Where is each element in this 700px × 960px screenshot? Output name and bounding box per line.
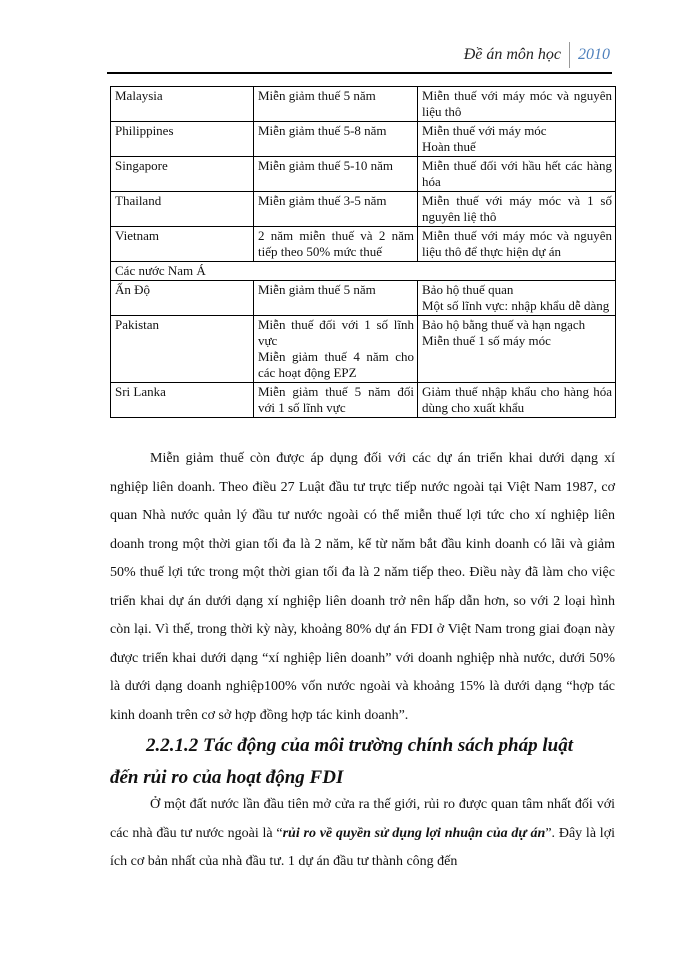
incentive-cell [254,157,418,192]
table-row [111,157,616,192]
other-line: Miễn thuế đối với hầu hết các hàng hóa [422,158,612,189]
incentive-cell [254,192,418,227]
table-section-row [111,262,616,281]
incentive-line: Miễn giảm thuế 5-8 năm [258,123,387,138]
other-line: Một số lĩnh vực: nhập khẩu dễ dàng [422,298,610,313]
table-row [111,316,616,383]
incentive-cell [254,383,418,418]
table-row [111,87,616,122]
other-line: Miễn thuế 1 số máy móc [422,333,551,348]
incentive-line: 2 năm miễn thuế và 2 năm tiếp theo 50% mức thuế [258,228,414,259]
header-rule [107,72,612,74]
other-line: Miễn thuế với máy móc và nguyên liệu thô [422,88,612,119]
other-line: Miễn thuế với máy móc và nguyên liệu thô để thực hiện dự án [422,228,612,259]
incentive-line: Miễn giảm thuế 5 năm [258,282,376,297]
paragraph2-text-before: Ở một đất nước lần đầu tiên mở cửa ra thế giới, rủi ro được quan tâm nhất đối với các nhà đầu tư nước ngoài là “ [110,797,615,841]
table-row [111,192,616,227]
page-header [464,40,610,70]
header-title: Đề án môn học [463,46,561,63]
section-label: Các nước Nam Á [111,262,616,281]
incentive-line: Miễn giảm thuế 5-10 năm [258,158,394,173]
incentive-line: Miễn giảm thuế 4 năm cho các hoạt động EPZ [258,349,414,380]
country-cell: Thailand [111,192,254,227]
other-cell [418,192,616,227]
country-cell: Sri Lanka [111,383,254,418]
paragraph-joint-venture: Miễn giảm thuế còn được áp dụng đối với các dự án triển khai dưới dạng xí nghiệp liên doanh. Theo điều 27 Luật đầu tư trực tiếp nước ngoài tại Việt Nam 1987, cơ quan Nhà nước quản lý đầu tư nước ngoài có thể miễn thuế lợi tức cho xí nghiệp liên doanh trong một thời gian tối đa là 2 năm, kể từ năm bắt đầu kinh doanh có lãi và giảm 50% thuế lợi tức trong một thời gian tối đa là 2 năm tiếp theo. Điều này đã làm cho việc triển khai dự án dưới dạng xí nghiệp liên doanh trở nên hấp dẫn hơn, so với 2 loại hình còn lại. Vì thế, trong thời kỳ này, khoảng 80% dự án FDI ở Việt Nam trong giai đoạn này được triển khai dưới dạng “xí nghiệp liên doanh” với doanh nghiệp nhà nước, dưới 50% là dưới dạng doanh nghiệp100% vốn nước ngoài và khoảng 15% là dưới dạng “hợp tác kinh doanh trên cơ sở hợp đồng hợp tác kinh doanh”. [110,451,615,723]
incentive-cell [254,87,418,122]
other-line: Bảo hộ bằng thuế và hạn ngạch [422,317,586,332]
section-heading-line2: đến rủi ro của hoạt động FDI [110,767,344,788]
other-line: Hoàn thuế [422,139,476,154]
other-cell [418,122,616,157]
header-year: 2010 [578,46,610,63]
paragraph2-text-after: ”. Đây là lợi ích cơ bản nhất của nhà đầu tư. 1 dự án đầu tư thành công đến [110,825,615,869]
incentive-line: Miễn giảm thuế 3-5 năm [258,193,387,208]
table-row [111,122,616,157]
other-line: Miễn thuế với máy móc và 1 số nguyên liệ thô [422,193,612,224]
other-cell [418,157,616,192]
other-cell [418,227,616,262]
country-cell: Singapore [111,157,254,192]
other-cell [418,383,616,418]
incentive-cell [254,316,418,383]
country-cell: Philippines [111,122,254,157]
country-cell: Pakistan [111,316,254,383]
table-body [111,87,616,418]
incentive-cell [254,281,418,316]
incentive-line: Miễn thuế đối với 1 số lĩnh vực [258,317,414,348]
paragraph2-emphasis: rủi ro về quyền sử dụng lợi nhuận của dự án [282,825,546,841]
other-cell [418,87,616,122]
tax-incentive-table [110,86,616,418]
country-cell: Ấn Độ [111,281,254,316]
incentive-cell [254,227,418,262]
table-row [111,281,616,316]
other-cell [418,281,616,316]
paragraph-profit-risk [110,791,615,877]
other-line: Giảm thuế nhập khẩu cho hàng hóa dùng cho xuất khẩu [422,384,612,415]
other-line: Miễn thuế với máy móc [422,123,547,138]
incentive-line: Miễn giảm thuế 5 năm [258,88,376,103]
other-cell [418,316,616,383]
section-heading [110,730,620,794]
table-row [111,383,616,418]
country-cell: Vietnam [111,227,254,262]
section-heading-line1: 2.2.1.2 Tác động của môi trường chính sách pháp luật [146,735,573,756]
country-cell: Malaysia [111,87,254,122]
incentive-cell [254,122,418,157]
table-row [111,227,616,262]
other-line: Bảo hộ thuế quan [422,282,514,297]
incentive-line: Miễn giảm thuế 5 năm đối với 1 số lĩnh vực [258,384,414,415]
